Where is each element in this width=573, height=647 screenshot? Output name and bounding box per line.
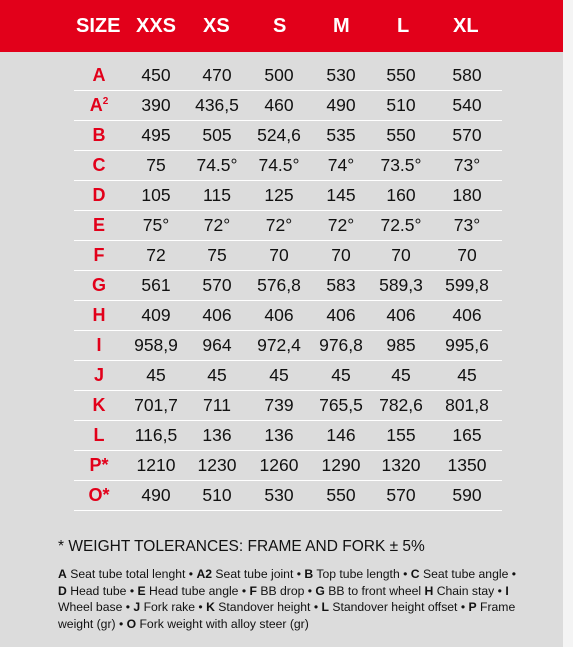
table-cell: 145: [312, 181, 370, 211]
row-label: A: [74, 61, 124, 91]
table-cell: 995,6: [432, 331, 502, 361]
table-cell: 500: [246, 61, 312, 91]
row-label: D: [74, 181, 124, 211]
table-cell: 73°: [432, 211, 502, 241]
table-cell: 580: [432, 61, 502, 91]
table-cell: 436,5: [188, 91, 246, 121]
table-cell: 73°: [432, 151, 502, 181]
table-cell: 1350: [432, 451, 502, 481]
table-cell: 160: [370, 181, 432, 211]
row-label: G: [74, 271, 124, 301]
table-cell: 406: [246, 301, 312, 331]
row-label: H: [74, 301, 124, 331]
table-cell: 72.5°: [370, 211, 432, 241]
table-row: [74, 421, 502, 451]
legend-text: Head tube •: [66, 583, 138, 598]
table-cell: 964: [188, 331, 246, 361]
size-xs: XS: [203, 15, 230, 37]
legend-text: Seat tube angle •: [419, 567, 517, 581]
table-cell: 495: [124, 121, 188, 151]
table-cell: 510: [370, 91, 432, 121]
table-cell: 490: [312, 91, 370, 121]
table-cell: 45: [312, 361, 370, 391]
table-row: [74, 61, 502, 91]
table-cell: 125: [246, 181, 312, 211]
size-s: S: [273, 15, 287, 37]
table-cell: 505: [188, 121, 246, 151]
table-cell: 1320: [370, 451, 432, 481]
table-cell: 599,8: [432, 271, 502, 301]
table-cell: 470: [188, 61, 246, 91]
table-cell: 570: [432, 121, 502, 151]
table-row: [74, 451, 502, 481]
table-cell: 530: [246, 481, 312, 511]
table-cell: 711: [188, 391, 246, 421]
legend-text: Standover height offset •: [328, 600, 469, 614]
table-cell: 540: [432, 91, 502, 121]
table-cell: 409: [124, 301, 188, 331]
row-label: J: [74, 361, 124, 391]
legend-key: E: [137, 583, 146, 598]
table-row: [74, 271, 502, 301]
table-cell: 535: [312, 121, 370, 151]
legend-key: P: [468, 600, 477, 614]
table-cell: 136: [246, 421, 312, 451]
table-row: [74, 121, 502, 151]
row-label: $A^2$: [74, 91, 124, 121]
table-cell: 590: [432, 481, 502, 511]
table-row: [74, 391, 502, 421]
legend-key: I: [505, 583, 509, 598]
table-cell: 75: [124, 151, 188, 181]
table-cell: 74°: [312, 151, 370, 181]
legend-key: J: [133, 600, 141, 614]
size-m: M: [333, 15, 350, 37]
table-cell: 72°: [312, 211, 370, 241]
table-row: [74, 481, 502, 511]
table-row: [74, 91, 502, 121]
row-label: K: [74, 391, 124, 421]
table-cell: 570: [188, 271, 246, 301]
table-cell: 406: [370, 301, 432, 331]
legend-key: F: [249, 583, 257, 598]
table-cell: 576,8: [246, 271, 312, 301]
table-cell: 1290: [312, 451, 370, 481]
table-cell: 165: [432, 421, 502, 451]
row-label: I: [74, 331, 124, 361]
geometry-table: [74, 61, 502, 511]
table-cell: 510: [188, 481, 246, 511]
legend-key: O: [126, 616, 137, 631]
legend-text: Seat tube total lenght •: [66, 567, 197, 581]
legend-text: Fork rake •: [140, 600, 207, 614]
table-cell: 1260: [246, 451, 312, 481]
row-label: P*: [74, 451, 124, 481]
table-cell: 105: [124, 181, 188, 211]
table-cell: 70: [312, 241, 370, 271]
table-cell: 45: [370, 361, 432, 391]
table-cell: 70: [370, 241, 432, 271]
table-cell: 75°: [124, 211, 188, 241]
table-cell: 782,6: [370, 391, 432, 421]
table-cell: 136: [188, 421, 246, 451]
table-cell: 146: [312, 421, 370, 451]
legend-key: C: [410, 567, 420, 581]
table-row: [74, 331, 502, 361]
table-cell: 74.5°: [188, 151, 246, 181]
legend-text: Chain stay •: [433, 583, 506, 598]
table-cell: 972,4: [246, 331, 312, 361]
table-cell: 583: [312, 271, 370, 301]
row-label: E: [74, 211, 124, 241]
table-cell: 70: [432, 241, 502, 271]
table-cell: 1210: [124, 451, 188, 481]
table-cell: 72: [124, 241, 188, 271]
legend-key: G: [315, 583, 325, 598]
table-cell: 45: [246, 361, 312, 391]
table-cell: 530: [312, 61, 370, 91]
legend-key: A: [58, 567, 67, 581]
legend-key: B: [304, 567, 314, 581]
row-label: F: [74, 241, 124, 271]
table-cell: 985: [370, 331, 432, 361]
table-cell: 490: [124, 481, 188, 511]
table-cell: 739: [246, 391, 312, 421]
table-cell: 116,5: [124, 421, 188, 451]
table-cell: 70: [246, 241, 312, 271]
row-label: B: [74, 121, 124, 151]
size-header-bar: [0, 0, 563, 52]
table-cell: 406: [312, 301, 370, 331]
table-row: [74, 211, 502, 241]
table-cell: 1230: [188, 451, 246, 481]
table-cell: 589,3: [370, 271, 432, 301]
table-cell: 524,6: [246, 121, 312, 151]
row-label: O*: [74, 481, 124, 511]
table-cell: 74.5°: [246, 151, 312, 181]
table-cell: 180: [432, 181, 502, 211]
table-cell: 73.5°: [370, 151, 432, 181]
size-label: SIZE: [76, 15, 121, 37]
weight-tolerance-note: * WEIGHT TOLERANCES: FRAME AND FORK ± 5%: [58, 538, 425, 555]
table-row: [74, 301, 502, 331]
table-cell: 390: [124, 91, 188, 121]
row-label: L: [74, 421, 124, 451]
table-cell: 75: [188, 241, 246, 271]
legend-key: A2: [196, 567, 213, 581]
table-cell: 976,8: [312, 331, 370, 361]
size-xl: XL: [453, 15, 479, 37]
table-cell: 45: [432, 361, 502, 391]
table-cell: 115: [188, 181, 246, 211]
table-row: [74, 181, 502, 211]
table-row: [74, 361, 502, 391]
legend-text: Standover height •: [214, 600, 322, 614]
legend-key: L: [321, 600, 329, 614]
table-cell: 72°: [188, 211, 246, 241]
table-cell: 550: [370, 61, 432, 91]
size-l: L: [397, 15, 410, 37]
table-cell: 550: [370, 121, 432, 151]
legend-key: D: [58, 583, 67, 598]
table-cell: 406: [432, 301, 502, 331]
legend-text: BB drop •: [256, 583, 316, 598]
legend-text: BB to front wheel: [324, 583, 425, 598]
table-cell: 801,8: [432, 391, 502, 421]
table-cell: 570: [370, 481, 432, 511]
page-edge: [563, 0, 573, 647]
legend-text: Seat tube joint •: [212, 567, 305, 581]
table-cell: 958,9: [124, 331, 188, 361]
table-cell: 765,5: [312, 391, 370, 421]
size-xxs: XXS: [136, 15, 177, 37]
legend-text: Fork weight with alloy steer (gr): [136, 616, 309, 631]
table-row: [74, 151, 502, 181]
table-cell: 72°: [246, 211, 312, 241]
table-cell: 406: [188, 301, 246, 331]
row-label: C: [74, 151, 124, 181]
table-cell: 155: [370, 421, 432, 451]
table-cell: 550: [312, 481, 370, 511]
measurement-legend: [58, 566, 526, 632]
table-cell: 460: [246, 91, 312, 121]
table-cell: 45: [188, 361, 246, 391]
table-cell: 701,7: [124, 391, 188, 421]
table-row: [74, 241, 502, 271]
table-cell: 561: [124, 271, 188, 301]
table-cell: 45: [124, 361, 188, 391]
legend-text: Frame weight (gr) •: [58, 600, 516, 631]
legend-key: H: [424, 583, 434, 598]
legend-text: Wheel base •: [58, 600, 134, 614]
legend-text: Top tube length •: [313, 567, 411, 581]
legend-key: K: [206, 600, 215, 614]
table-cell: 450: [124, 61, 188, 91]
legend-text: Head tube angle •: [145, 583, 250, 598]
